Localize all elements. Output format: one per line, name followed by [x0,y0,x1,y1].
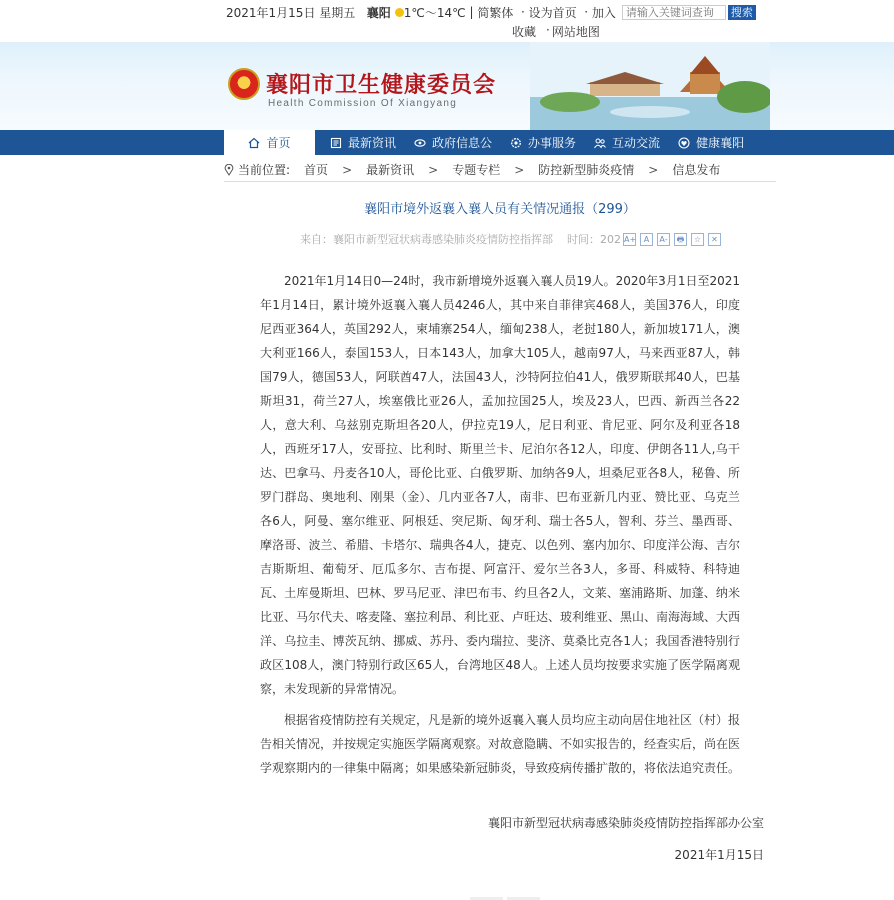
site-subtitle: Health Commission Of Xiangyang [268,98,458,109]
search-input[interactable] [622,5,726,20]
breadcrumb [224,158,776,182]
temperature-text: 1℃～14℃ [403,5,466,20]
search-button[interactable]: 搜索 [728,5,756,20]
users-icon [594,137,606,149]
home-icon [248,137,260,149]
sun-icon [395,8,404,17]
breadcrumb-epidemic-control[interactable]: 防控新型肺炎疫情 [538,163,635,177]
site-title: 襄阳市卫生健康委员会 [266,72,497,98]
breadcrumb-sep: > [648,162,659,177]
city-scene-image [530,42,770,130]
dot-separator: · [546,23,550,37]
article-source: 来自：襄阳市新型冠状病毒感染肺炎疫情防控指挥部 [300,233,553,246]
nav-gov-info[interactable] [405,130,501,155]
breadcrumb-home[interactable]: 首页 [304,163,329,177]
article-title: 襄阳市境外返襄入襄人员有关情况通报（299） [364,202,636,217]
set-homepage-link[interactable]: 设为首页 [528,5,577,20]
font-larger-button[interactable]: A+ [624,234,637,244]
favorite-icon[interactable]: ☆ [691,233,704,246]
eye-icon [414,137,426,149]
nav-interaction-label: 互动交流 [612,136,661,150]
nav-home-label: 首页 [266,136,291,150]
breadcrumb-special-topics[interactable]: 专题专栏 [452,163,501,177]
nav-healthy-xiangyang[interactable] [669,130,753,155]
article-body [260,269,740,787]
nav-latest-news[interactable] [321,130,405,155]
heart-icon [678,137,690,149]
top-info-row: 2021年1月15日 星期五 襄阳 1℃～14℃ | 简繁体 · 设为首页 · 加入 请输入关键词查询 搜索 [226,3,756,21]
nav-healthy-xiangyang-label: 健康襄阳 [696,136,745,150]
site-banner [0,42,894,130]
font-smaller-button[interactable]: A- [657,233,670,246]
article-date: 2021年1月15日 [674,848,764,862]
date-text: 2021年1月15日 [226,5,316,20]
article-paragraph-1: 2021年1月14日0—24时，我市新增境外返襄入襄人员19人。2020年3月1日至2021年1月14日，累计境外返襄入襄人员4246人，其中来自菲律宾468人，美国376人，印度尼西亚364人，英国292人，柬埔寨254人，缅甸238人，老挝180人，新加坡171人，澳大利亚166人，泰国153人，日本143人，加拿大105人，越南97人，马来西亚87人，韩国79人，德国53人，阿联酋47人，法国43人，沙特阿拉伯41人，俄罗斯联邦40人，巴基斯坦31，荷兰27人，埃塞俄比亚26人，孟加拉国25人，埃及23人，巴西、新西兰各22人，意大利、乌兹别克斯坦各20人，伊拉克19人，尼日利亚、肯尼亚、阿尔及利亚各18人，西班牙17人，安哥拉、比利时、斯里兰卡、尼泊尔各12人，印度、伊朗各11人,乌干达、巴拿马、丹麦各10人，哥伦比亚、白俄罗斯、加纳各9人，坦桑尼亚各8人，秘鲁、所罗门群岛、奥地利、刚果（金）、几内亚各7人，南非、巴布亚新几内亚、赞比亚、乌克兰各6人，阿曼、塞尔维亚、阿根廷、突尼斯、匈牙利、瑞士各5人，智利、芬兰、墨西哥、摩洛哥、波兰、希腊、卡塔尔、瑞典各4人，捷克、以色列、塞内加尔、印度洋公海、吉尔吉斯斯坦、葡萄牙、厄瓜多尔、吉布提、阿富汗、爱尔兰各3人，多哥、科威特、科特迪瓦、土库曼斯坦、巴林、罗马尼亚、津巴布韦、约旦各2人，文莱、塞浦路斯、加蓬、纳米比亚、马尔代夫、喀麦隆、塞拉利昂、利比亚、卢旺达、玻利维亚、黑山、南海海域、大西洋、乌拉圭、博茨瓦纳、挪威、苏丹、委内瑞拉、斐济、莫桑比克各1人；我国香港特别行政区108人，澳门特别行政区65人，台湾地区48人。上述人员均按要求实施了医学隔离观察，未发现新的异常情况。 [260,274,741,696]
breadcrumb-sep: > [342,162,353,177]
national-emblem-logo [228,68,260,100]
top-bar [0,0,894,42]
breadcrumb-info-release[interactable]: 信息发布 [672,163,721,177]
separator: | [469,5,474,19]
nav-home[interactable] [224,130,315,155]
font-medium-button[interactable]: A [640,233,653,246]
city-text: 襄阳 [366,5,391,20]
article-signature: 襄阳市新型冠状病毒感染肺炎疫情防控指挥部办公室 [487,816,764,830]
favorite-link[interactable]: 收藏 [512,25,537,39]
breadcrumb-latest-news[interactable]: 最新资讯 [366,163,415,177]
gear-icon [510,137,522,149]
sitemap-link[interactable]: 网站地图 [551,25,600,39]
weekday-text: 星期五 [319,5,356,20]
add-link[interactable]: 加入 [591,5,616,20]
article-meta [300,231,721,247]
nav-services-label: 办事服务 [528,136,577,150]
top-links-row2 [512,23,600,40]
nav-gov-info-label: 政府信息公 [432,136,493,150]
article-tools [623,233,721,246]
news-icon [330,137,342,149]
breadcrumb-prefix: 当前位置: [238,163,291,177]
breadcrumb-sep: > [514,162,525,177]
print-icon[interactable]: 🖶 [674,233,687,246]
main-nav [0,130,894,155]
location-pin-icon [224,164,234,176]
language-toggle-link[interactable]: 简繁体 [477,5,514,20]
article-time: 时间：202 [567,233,621,246]
nav-latest-news-label: 最新资讯 [348,136,397,150]
nav-interaction[interactable] [585,130,669,155]
nav-services[interactable] [501,130,585,155]
article-paragraph-2: 根据省疫情防控有关规定，凡是新的境外返襄入襄人员均应主动向居住地社区（村）报告相关情况，并按规定实施医学隔离观察。对故意隐瞒、不如实报告的，经查实后，尚在医学观察期内的一律集中隔离；如果感染新冠肺炎，导致疫病传播扩散的，将依法追究责任。 [260,713,741,775]
breadcrumb-sep: > [428,162,439,177]
close-icon[interactable]: ✕ [708,233,721,246]
